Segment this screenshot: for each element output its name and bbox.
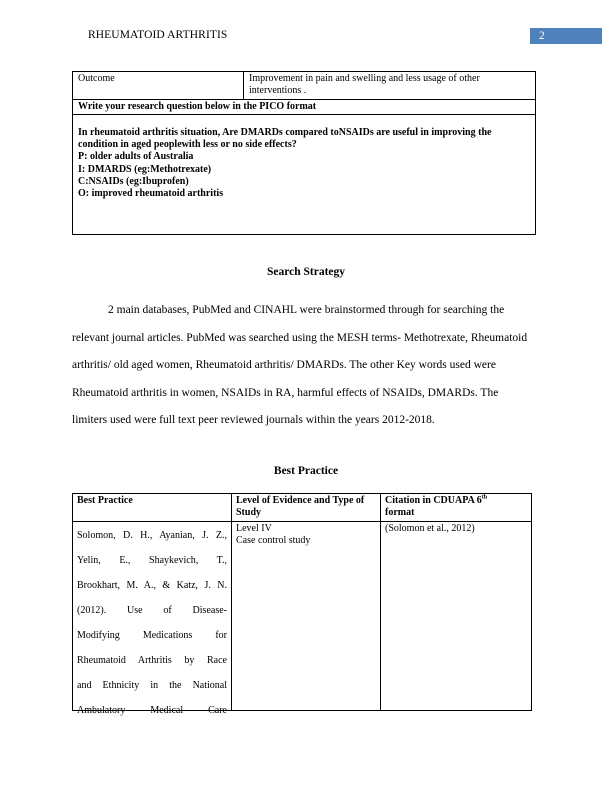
reference-cell — [73, 521, 232, 716]
reference-line: (2012). Use of Disease- — [77, 604, 227, 616]
col-level-header: Level of Evidence and Type of Study — [232, 494, 381, 522]
reference-line: Rheumatoid Arthritis by Race — [77, 654, 227, 666]
best-practice-header-row — [73, 494, 532, 522]
best-practice-heading: Best Practice — [273, 465, 339, 477]
study-type: Case control study — [236, 534, 311, 546]
search-strategy-text: 2 main databases, PubMed and CINAHL were brainstormed through for searching the relevant journal articles. PubMed was searched using the MESH terms- Methotrexate, Rheumatoid arthritis/ old aged women, Rheumatoid arthritis/ DMARDs. The other Key words used were Rheumatoid arthritis in women, NSAIDs in RA, harmful effects of NSAIDs, DMARDs. The limiters used were full text peer reviewed journals within the years 2012-2018. — [72, 304, 528, 427]
evidence-level: Level IV — [236, 522, 272, 534]
pico-outcome: O: improved rheumatoid arthritis — [78, 188, 224, 200]
reference-text — [77, 523, 227, 716]
pico-population: P: older adults of Australia — [78, 151, 194, 163]
research-question: In rheumatoid arthritis situation, Are DMARDs compared toNSAIDs are useful in improving the condition in aged peoplewith less or no side effects? — [78, 126, 492, 151]
pico-intervention: I: DMARDS (eg:Methotrexate) — [78, 163, 212, 175]
question-row — [73, 114, 536, 234]
reference-line: Brookhart, M. A., & Katz, J. N. — [77, 579, 227, 591]
page-number: 2 — [530, 28, 602, 44]
instruction-row — [73, 99, 536, 114]
col-best-practice-header: Best Practice — [73, 494, 232, 522]
in-text-citation: (Solomon et al., 2012) — [381, 521, 532, 710]
outcome-label: Outcome — [73, 72, 244, 100]
col-citation-header — [381, 494, 532, 522]
reference-line: Ambulatory Medical Care — [77, 704, 227, 716]
best-practice-table — [72, 493, 532, 716]
table-row — [73, 521, 532, 710]
outcome-row — [73, 72, 536, 100]
reference-line: and Ethnicity in the National — [77, 679, 227, 691]
outcome-value: Improvement in pain and swelling and less usage of other interventions . — [244, 72, 536, 100]
reference-line: Yelin, E., Shaykevich, T., — [77, 554, 227, 566]
citation-header-main: Citation in CDUAPA 6 — [385, 495, 482, 506]
pico-comparison: C:NSAIDs (eg:Ibuprofen) — [78, 176, 189, 188]
citation-header-sup: th — [481, 494, 488, 501]
search-strategy-paragraph — [72, 297, 536, 435]
pico-question-cell — [73, 114, 536, 234]
pico-table — [72, 71, 536, 235]
running-head: RHEUMATOID ARTHRITIS — [88, 29, 228, 41]
citation-header-tail: format — [385, 507, 415, 519]
reference-line: Modifying Medications for — [77, 629, 227, 641]
evidence-cell — [232, 521, 381, 710]
search-strategy-heading: Search Strategy — [266, 266, 346, 278]
pico-instruction: Write your research question below in the PICO format — [73, 99, 536, 114]
reference-line: Solomon, D. H., Ayanian, J. Z., — [77, 529, 227, 541]
